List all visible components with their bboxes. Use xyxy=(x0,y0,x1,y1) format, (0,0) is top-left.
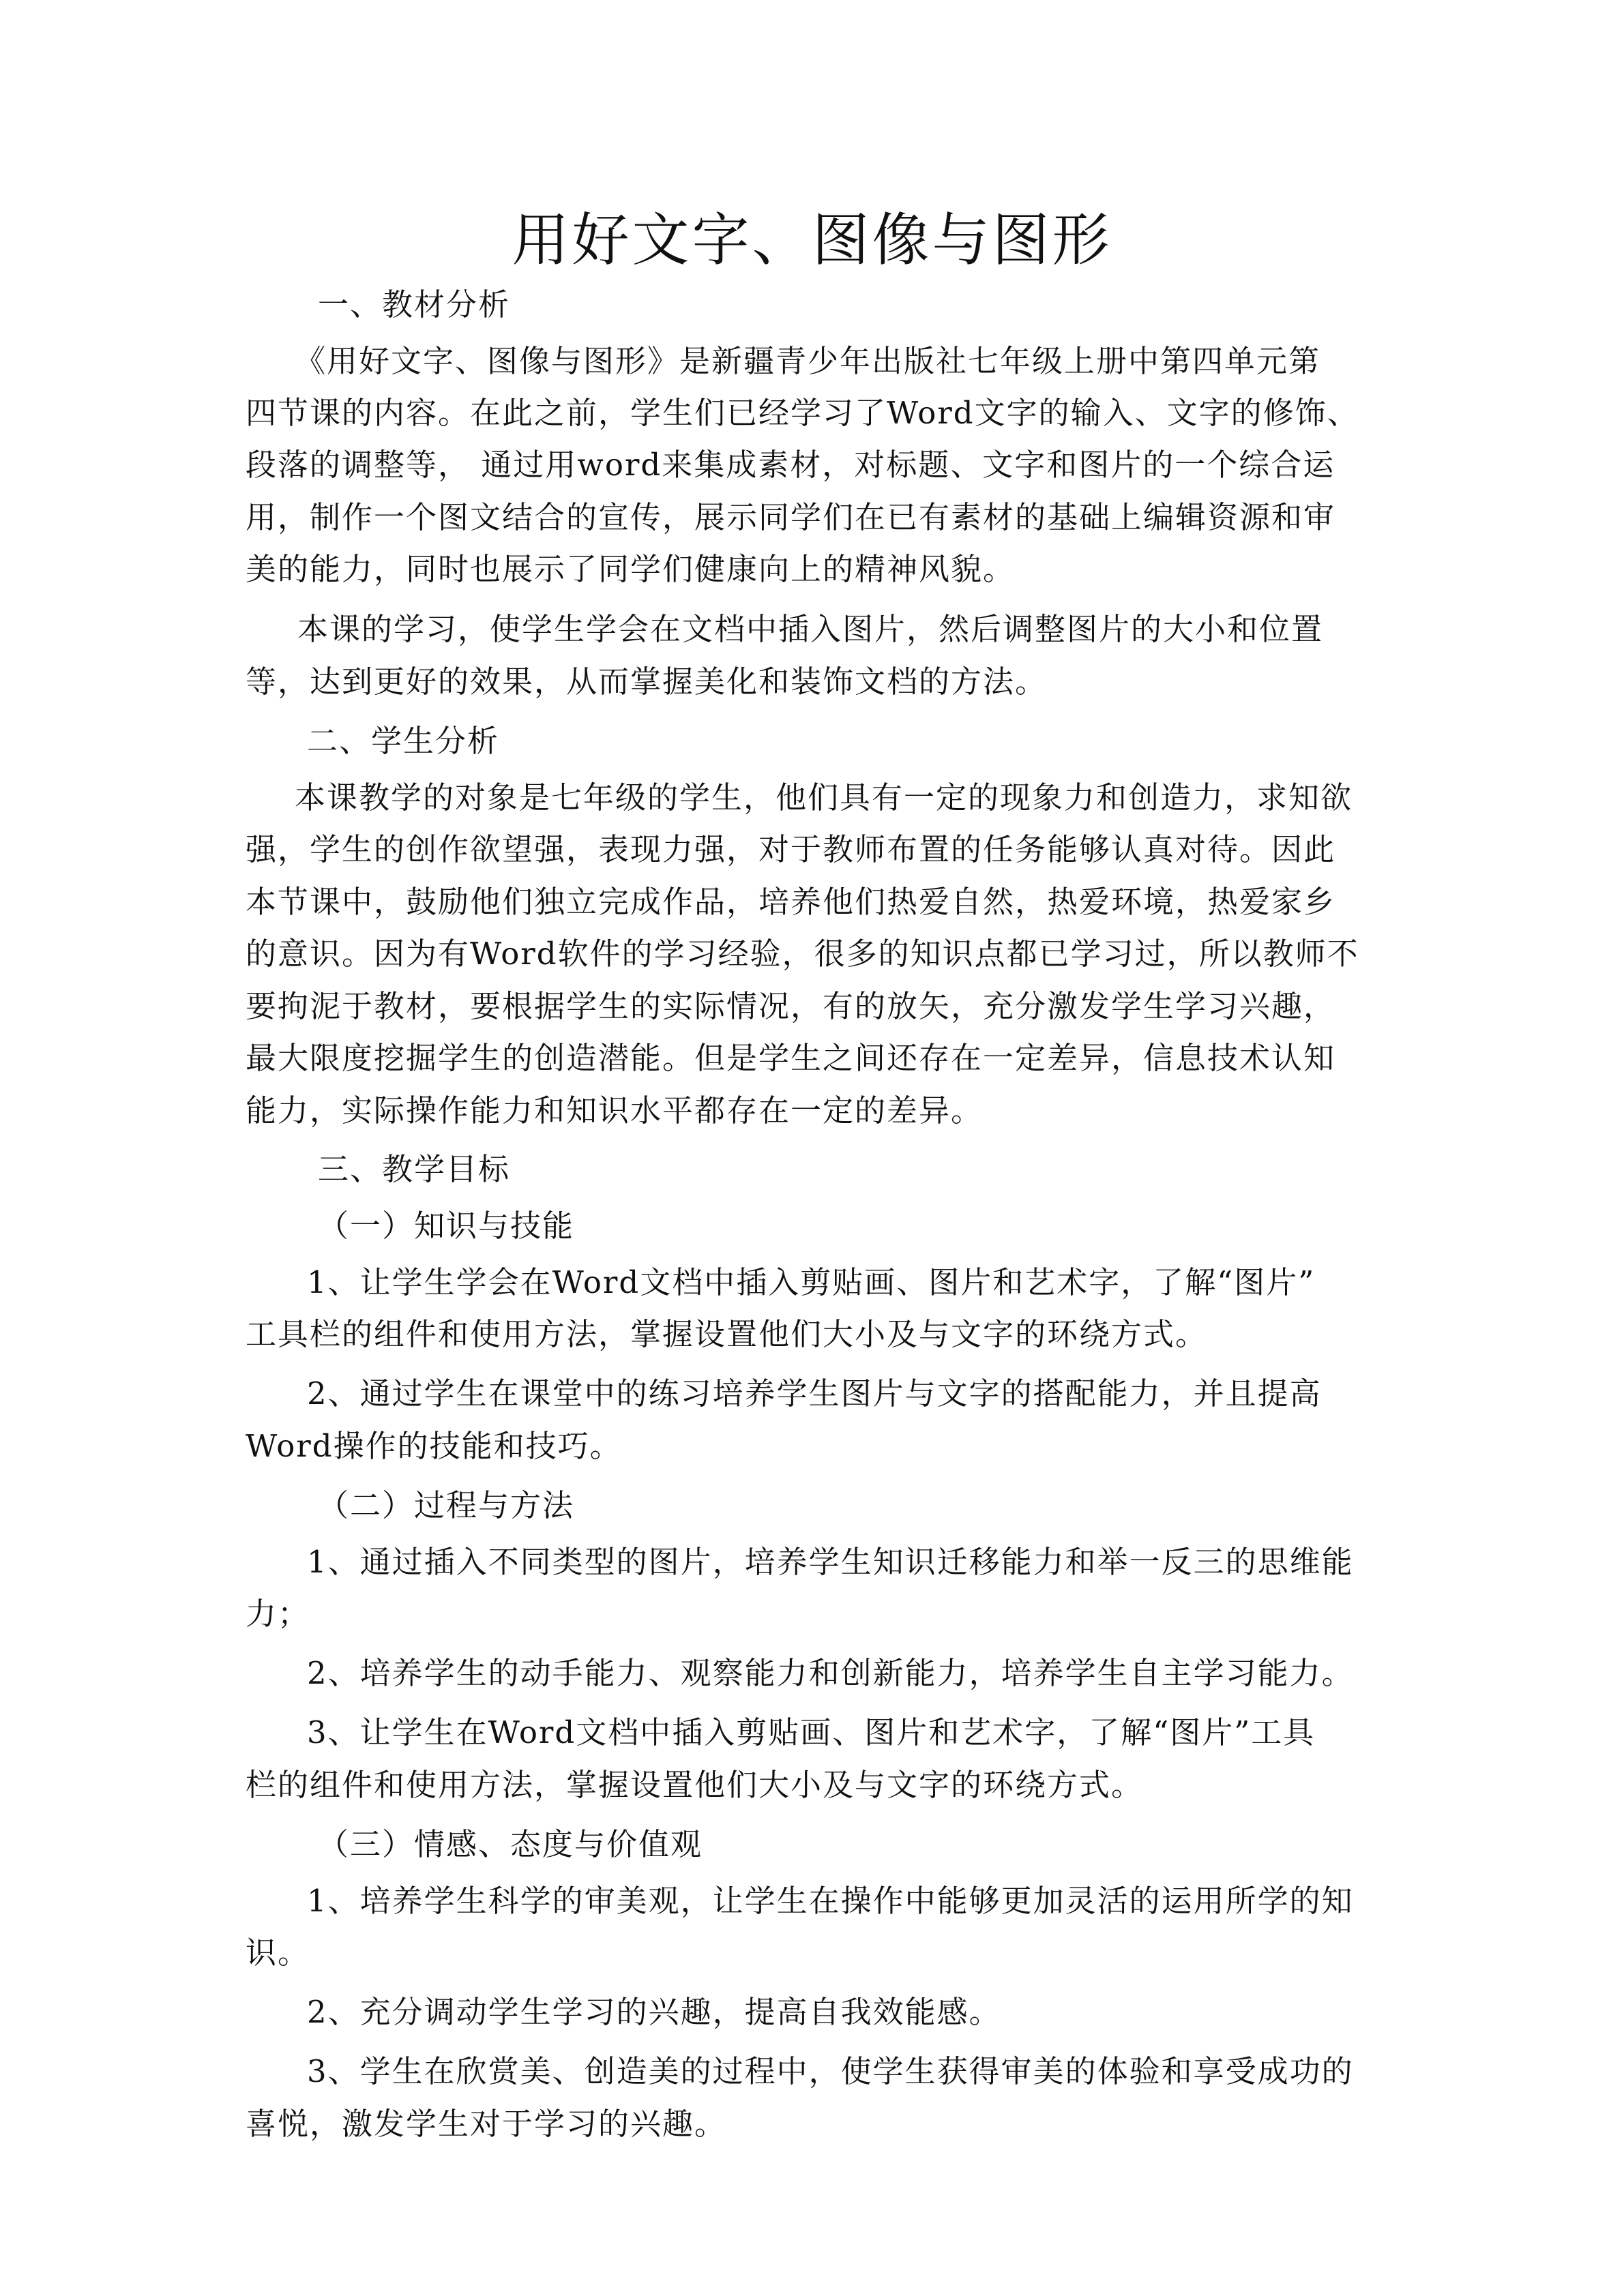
document-title: 用好文字、图像与图形 xyxy=(512,207,1112,273)
paragraph-line: 1、通过插入不同类型的图片，培养学生知识迁移能力和举一反三的思维能 xyxy=(307,1544,1354,1580)
subsection-heading: （二）过程与方法 xyxy=(318,1487,575,1523)
section-heading: 一、教材分析 xyxy=(318,286,511,323)
paragraph-line: 要拘泥于教材，要根据学生的实际情况，有的放矢，充分激发学生学习兴趣， xyxy=(246,988,1336,1024)
paragraph-line: 能力，实际操作能力和知识水平都存在一定的差异。 xyxy=(246,1092,984,1129)
paragraph-line: 识。 xyxy=(246,1935,310,1971)
paragraph-line: 工具栏的组件和使用方法，掌握设置他们大小及与文字的环绕方式。 xyxy=(246,1316,1208,1352)
paragraph-line: 美的能力，同时也展示了同学们健康向上的精神风貌。 xyxy=(246,551,1016,587)
paragraph-line: 1、让学生学会在Word文档中插入剪贴画、图片和艺术字，了解“图片” xyxy=(307,1264,1316,1300)
section-heading: 二、学生分析 xyxy=(307,723,500,759)
paragraph-line: 喜悦，激发学生对于学习的兴趣。 xyxy=(246,2106,727,2142)
paragraph-line: 1、培养学生科学的审美观，让学生在操作中能够更加灵活的运用所学的知 xyxy=(307,1883,1354,1919)
paragraph-line: 强，学生的创作欲望强，表现力强，对于教师布置的任务能够认真对待。因此 xyxy=(246,831,1336,867)
paragraph-line: 本课教学的对象是七年级的学生，他们具有一定的现象力和创造力，求知欲 xyxy=(295,779,1353,816)
paragraph-line: 2、培养学生的动手能力、观察能力和创新能力，培养学生自主学习能力。 xyxy=(307,1655,1354,1691)
paragraph-line: 2、通过学生在课堂中的练习培养学生图片与文字的搭配能力，并且提高 xyxy=(307,1375,1322,1412)
subsection-heading: （三）情感、态度与价值观 xyxy=(318,1826,703,1862)
section-heading: 三、教学目标 xyxy=(318,1151,511,1187)
paragraph-line: Word操作的技能和技巧。 xyxy=(246,1428,622,1464)
paragraph-line: 栏的组件和使用方法，掌握设置他们大小及与文字的环绕方式。 xyxy=(246,1767,1144,1803)
paragraph-line: 3、让学生在Word文档中插入剪贴画、图片和艺术字，了解“图片”工具 xyxy=(307,1714,1316,1750)
paragraph-line: 用，制作一个图文结合的宣传，展示同学们在已有素材的基础上编辑资源和审 xyxy=(246,499,1336,535)
paragraph-line: 等，达到更好的效果，从而掌握美化和装饰文档的方法。 xyxy=(246,664,1048,700)
paragraph-line: 《用好文字、图像与图形》是新疆青少年出版社七年级上册中第四单元第 xyxy=(295,343,1321,379)
paragraph-line: 本节课中，鼓励他们独立完成作品，培养他们热爱自然，热爱环境，热爱家乡 xyxy=(246,884,1336,920)
paragraph-line: 最大限度挖掘学生的创造潜能。但是学生之间还存在一定差异，信息技术认知 xyxy=(246,1040,1336,1076)
paragraph-line: 本课的学习，使学生学会在文档中插入图片，然后调整图片的大小和位置 xyxy=(297,611,1324,647)
paragraph-line: 3、学生在欣赏美、创造美的过程中，使学生获得审美的体验和享受成功的 xyxy=(307,2053,1354,2089)
paragraph-line: 段落的调整等， 通过用word来集成素材，对标题、文字和图片的一个综合运 xyxy=(246,447,1335,483)
paragraph-line: 2、充分调动学生学习的兴趣，提高自我效能感。 xyxy=(307,1994,1001,2030)
paragraph-line: 四节课的内容。在此之前，学生们已经学习了Word文字的输入、文字的修饰、 xyxy=(246,395,1359,431)
subsection-heading: （一）知识与技能 xyxy=(318,1208,575,1244)
paragraph-line: 力； xyxy=(246,1596,310,1632)
paragraph-line: 的意识。因为有Word软件的学习经验，很多的知识点都已学习过，所以教师不 xyxy=(246,936,1359,972)
